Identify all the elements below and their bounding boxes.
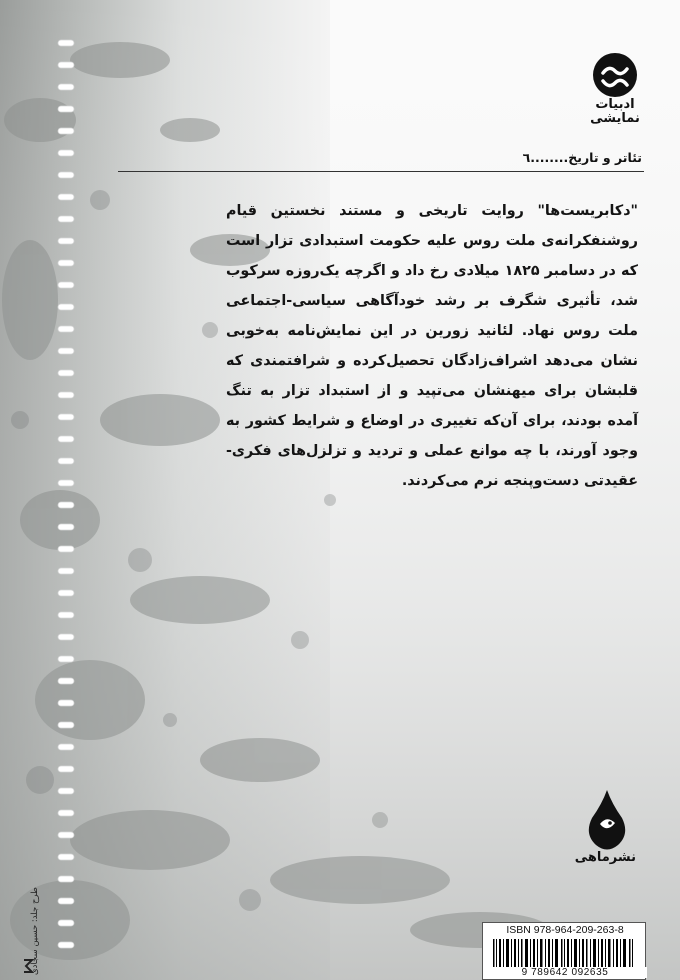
publisher-name: نشرماهی [574,850,636,865]
cover-designer-credit: طرح جلد: حسین سجادی [30,887,40,975]
publisher-logo [574,788,636,865]
drama-masks-icon [592,52,638,98]
book-description: "دکابریست‌ها" روایت تاریخی و مستند نخستین قیام روشنفکرانه‌ی ملت روس علیه حکومت استبدادی تزار است که در دسامبر ۱۸۲۵ میلادی رخ داد و اگرچه یک‌روزه سرکوب شد، تأثیری شگرف بر رشد خودآگاهی سیاسی-اجتماعی ملت روس نهاد. لئانید زورین در این نمایش‌نامه به‌خوبی نشان می‌دهد اشراف‌زادگان تحصیل‌کرده و شرافتمندی که قلبشان برای میهنشان می‌تپید و از استبداد تزار به تنگ آمده بودند، برای آن‌که تغییری در اوضاع و شرایط کشور به وجود آورند، با چه موانع عملی و تردید و تزلزل‌های فکری-عقیدتی دست‌وپنجه نرم می‌کردند. [226,203,638,489]
divider-rule [118,171,644,172]
fish-drop-icon [586,788,628,852]
spiral-binding-holes [54,0,78,980]
series-logo-line-2: نمایشی [590,111,640,126]
isbn-number: ISBN 978-964-209-263-8 [506,924,624,936]
series-logo [584,52,646,126]
isbn-barcode-block [482,922,646,980]
barcode-digits: 9 789642 092635 [483,967,647,978]
series-logo-line-1: ادبیات [595,97,635,112]
series-title: تئاتر و تاریخ........٦ [522,150,642,165]
